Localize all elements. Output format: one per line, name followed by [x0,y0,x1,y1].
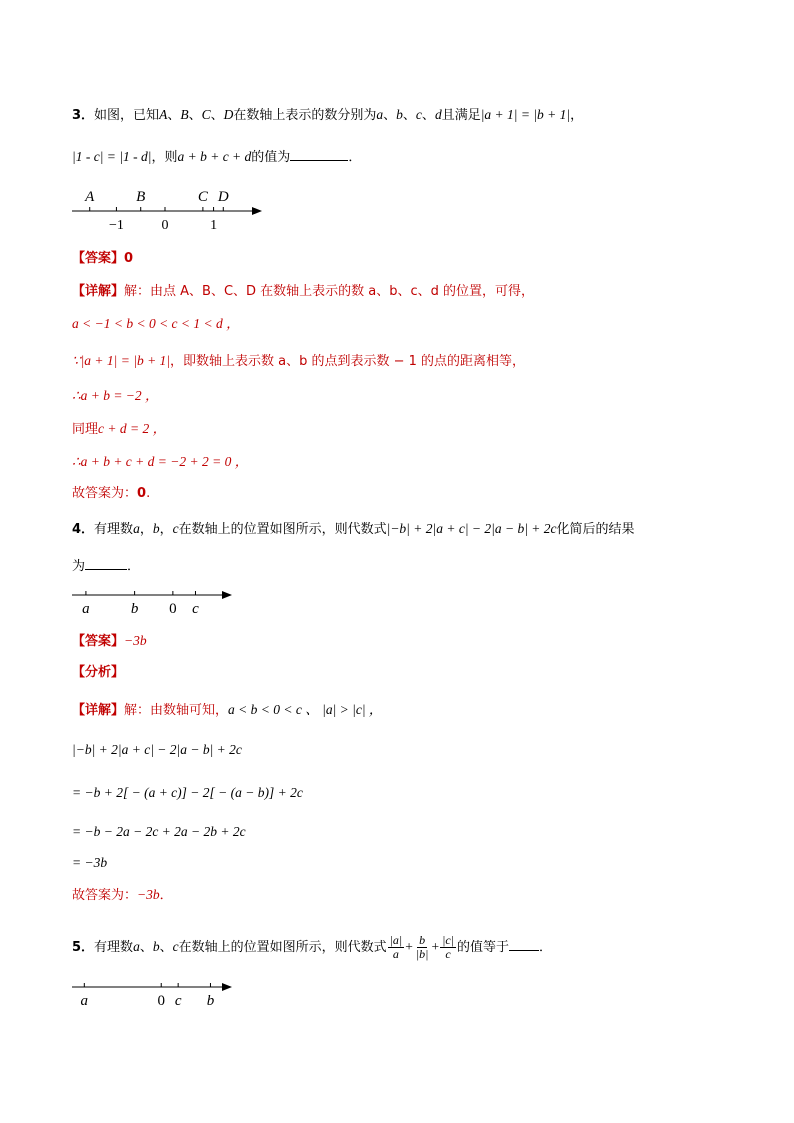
q3-axis-point-label: B [136,189,146,205]
q3-final-answer [72,485,150,503]
q5-sep: 、 [139,940,153,955]
q3-detail-text1: 解：由点 A、B、C、D 在数轴上表示的数 a、b、c、d 的位置，可得， [124,284,535,299]
q3-number: 3． [72,108,95,123]
q5-answer-blank [509,938,539,951]
q3-point-d: D [223,107,234,122]
q3-answer-value: 0 [124,251,134,266]
q4-expression: |−b| + 2|a + c| − 2|a − b| + 2c [386,521,557,536]
q5-fraction-2-den: |b| [415,947,429,961]
q3-detail-math5: c + d = 2 ， [98,421,167,436]
q3-final-value: 0 [137,486,147,501]
q4-axis-arrow [222,591,232,599]
q3-condition-1: |a + 1| = |b + 1| [480,107,571,122]
q4-text2: 在数轴上的位置如图所示，则代数式 [178,522,387,537]
q3-number-line [70,183,270,233]
q3-sep: 、 [167,108,181,123]
q4-stem-line1 [72,520,635,539]
q5-number-line [70,974,240,1010]
q4-var-a: a [133,521,140,536]
q3-detail-math3: ∵|a + 1| = |b + 1| [72,353,171,368]
q3-detail-text5: 同理 [72,422,99,437]
q4-step1: |−b| + 2|a + c| − 2|a − b| + 2c [72,742,242,757]
q5-fraction-2 [414,934,431,961]
q4-var-c: c [172,521,179,536]
q5-number: 5． [72,940,95,955]
q5-var-c: c [172,939,179,954]
q3-text3: 且满足 [441,108,481,123]
q4-text4: 为 [72,559,86,574]
q3-axis-point-label: A [85,189,95,205]
q4-detail-line1 [72,701,382,720]
q4-final-label: 故答案为： [72,888,138,903]
q4-axis-point-label: a [82,601,90,617]
q3-detail-line2: a < −1 < b < 0 < c < 1 < d ， [72,316,240,331]
q3-final-period: . [146,486,151,501]
q5-axis-point-label: c [174,993,182,1009]
q3-period: ． [348,150,362,165]
q3-axis-point-label: C [197,189,208,205]
q4-answer [72,632,147,651]
q4-sep: ， [159,522,173,537]
q4-var-b: b [152,521,160,536]
q3-point-a: A [159,107,168,122]
q4-final-period: ． [159,888,173,903]
q4-axis-point-label: 0 [169,601,177,617]
q4-answer-tag: 【答案】 [72,634,125,649]
q5-axis-point-label: 0 [157,993,165,1009]
q3-stem-line2 [72,148,361,167]
q3-stem-line1 [72,106,583,125]
q3-detail-line4: ∴a + b = −2 ， [72,388,159,403]
q3-final-label: 故答案为： [72,486,138,501]
q5-var-b: b [152,939,160,954]
q5-plus: + [431,939,440,954]
q4-final-answer [72,886,173,905]
q4-answer-blank [85,557,127,570]
q4-axis-point-label: c [192,601,199,617]
q5-axis-arrow [222,983,232,991]
q5-text3: 的值等于 [457,940,510,955]
q5-stem-line1 [72,934,552,961]
q4-number: 4． [72,522,95,537]
q5-text2: 在数轴上的位置如图所示，则代数式 [178,940,387,955]
q3-comma: ， [570,108,584,123]
q4-stem-line2 [72,557,140,576]
q5-fraction-1-den: a [392,947,399,961]
q3-text4: ，则 [151,150,178,165]
q3-axis-point-label: D [217,189,229,205]
q5-text: 有理数 [94,940,134,955]
q3-detail-line5 [72,420,166,439]
q3-sep: 、 [402,108,416,123]
q4-step3: = −b − 2a − 2c + 2a − 2b + 2c [72,824,246,839]
q3-sep: 、 [210,108,224,123]
q4-detail-text1: 解：由数轴可知， [124,703,229,718]
q3-var-b: b [396,107,403,122]
q3-sep: 、 [188,108,202,123]
q3-detail-line3 [72,352,525,371]
q5-period: ． [539,940,553,955]
q3-answer-tag: 【答案】 [72,251,125,266]
q5-axis-point-label: a [80,993,89,1009]
q3-detail-line6: ∴a + b + c + d = −2 + 2 = 0 ， [72,454,249,469]
q3-point-b: B [180,107,189,122]
q3-answer [72,250,133,268]
q4-step4: = −3b [72,855,108,870]
q5-fraction-2-num: b [419,933,426,947]
q4-detail-tag: 【详解】 [72,703,125,718]
q4-period: ． [127,559,141,574]
q4-text3: 化简后的结果 [556,522,635,537]
q3-answer-blank [290,148,348,161]
q3-sep: 、 [421,108,435,123]
q4-detail-math1: a < b < 0 < c 、 |a| > |c| ， [228,702,383,717]
q3-expression: a + b + c + d [177,149,252,164]
q3-var-c: c [415,107,422,122]
q5-sep: 、 [159,940,173,955]
q3-axis-tick-label: −1 [108,218,124,233]
q3-text5: 的值为 [251,150,291,165]
q4-text: 有理数 [94,522,134,537]
q3-detail-line1 [72,283,534,301]
q4-number-line [70,582,240,618]
q3-text2: 在数轴上表示的数分别为 [233,108,377,123]
q5-fraction-3-num: |c| [442,933,455,947]
q4-answer-value: −3b [124,633,147,648]
q4-sep: ， [139,522,153,537]
q4-step2: = −b + 2[ − (a + c)] − 2[ − (a − b)] + 2c [72,785,303,800]
q3-axis-tick-label: 1 [210,218,218,233]
q4-analysis-tag: 【分析】 [72,665,125,680]
q3-point-c: C [201,107,211,122]
q5-fraction-1 [388,934,405,961]
q3-detail-tag: 【详解】 [72,284,125,299]
q5-axis-point-label: b [206,993,215,1009]
q3-text: 如图，已知 [94,108,160,123]
q3-var-d: d [434,107,442,122]
q4-axis-point-label: b [130,601,139,617]
q3-detail-text3: ，即数轴上表示数 a、b 的点到表示数 − 1 的点的距离相等， [170,354,526,369]
q3-condition-2: |1 - c| = |1 - d| [72,149,152,164]
q5-fraction-3 [440,934,456,961]
q5-fraction-3-den: c [445,947,451,961]
q5-plus: + [405,939,413,954]
q5-fraction-1-num: |a| [389,933,403,947]
q3-axis-tick-label: 0 [161,218,169,233]
q3-axis-arrow [252,207,262,215]
q3-sep: 、 [383,108,397,123]
q5-var-a: a [133,939,140,954]
q3-var-a: a [376,107,384,122]
q4-final-value: −3b [137,887,160,902]
